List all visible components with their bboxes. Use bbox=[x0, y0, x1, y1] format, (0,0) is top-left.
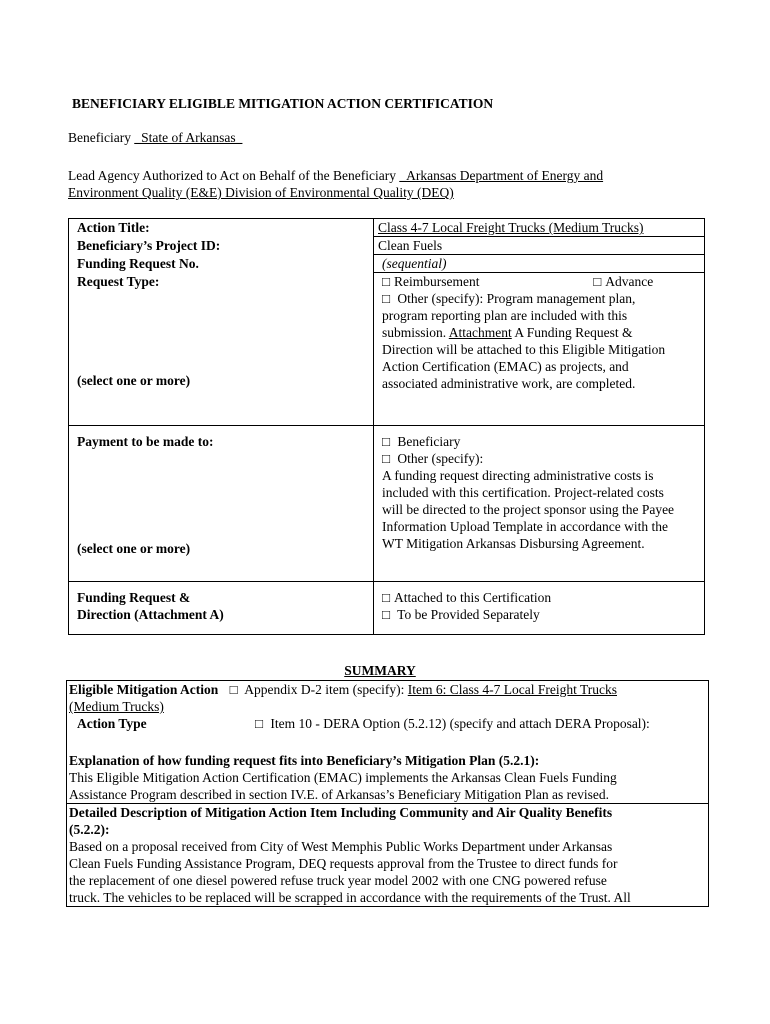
beneficiary-value: _State of Arkansas_ bbox=[134, 130, 243, 145]
certification-table bbox=[68, 218, 705, 635]
checkbox-icon[interactable]: □ bbox=[382, 433, 391, 449]
page-title: BENEFICIARY ELIGIBLE MITIGATION ACTION CERTIFICATION bbox=[72, 96, 494, 111]
checkbox-icon[interactable]: □ bbox=[593, 274, 602, 289]
payment-options-cell: □ Beneficiary □ Other (specify): A funding request directing administrative costs is included with this certification. Project-related costs will be directed to the project sponsor using the Payee Information Upload Template in accordance with the WT Mitigation Arkansas Disbursing Agreement. bbox=[374, 425, 705, 581]
summary-box bbox=[66, 680, 709, 907]
request-type-hint: (select one or more) bbox=[77, 372, 191, 388]
lead-agency-value-1: _Arkansas Department of Energy and bbox=[399, 168, 604, 183]
action-type-option: Item 10 - DERA Option (5.2.12) (specify and attach DERA Proposal): bbox=[270, 716, 650, 731]
request-type-label-cell bbox=[69, 273, 374, 426]
summary-heading: SUMMARY bbox=[344, 663, 416, 678]
checkbox-icon[interactable]: □ bbox=[382, 291, 391, 306]
request-type-options-cell: □ Reimbursement □ Advance □ Other (specify): Program management plan, program reporting plan are included with this submission. Attachment A Funding Request & Direction will be attached to this Eligible Mitigation Action Certification (EMAC) as projects, and associated administrative work, are completed. bbox=[374, 273, 705, 426]
checkbox-icon[interactable]: □ bbox=[382, 274, 391, 289]
action-type-label: Action Type bbox=[77, 716, 147, 731]
detailed-heading: Detailed Description of Mitigation Action Item Including Community and Air Quality Benefits bbox=[69, 805, 613, 820]
payment-beneficiary-option: Beneficiary bbox=[397, 433, 461, 449]
project-id-value: Clean Fuels bbox=[378, 238, 443, 253]
lead-agency-line bbox=[68, 167, 678, 201]
lead-agency-label: Lead Agency Authorized to Act on Behalf of the Beneficiary bbox=[68, 168, 397, 183]
beneficiary-label: Beneficiary bbox=[68, 130, 131, 145]
funding-no-value: (sequential) bbox=[382, 256, 447, 271]
payment-other-option: Other (specify): bbox=[397, 450, 484, 466]
advance-option: Advance bbox=[605, 274, 654, 289]
action-title-value: Class 4-7 Local Freight Trucks (Medium Trucks) bbox=[378, 220, 644, 235]
direction-label-cell: Funding Request & Direction (Attachment A) bbox=[69, 581, 374, 634]
project-id-label-cell: Beneficiary’s Project ID: bbox=[69, 237, 374, 255]
checkbox-icon[interactable]: □ bbox=[229, 682, 238, 697]
separate-option: To be Provided Separately bbox=[397, 606, 540, 622]
project-id-value-cell bbox=[374, 237, 705, 255]
checkbox-icon[interactable]: □ bbox=[382, 606, 391, 622]
payment-label: Payment to be made to: bbox=[77, 433, 214, 449]
funding-no-value-cell bbox=[374, 255, 705, 273]
payment-label-cell bbox=[69, 425, 374, 581]
beneficiary-line bbox=[68, 129, 242, 146]
ema-value: Item 6: Class 4-7 Local Freight Trucks bbox=[407, 682, 617, 697]
request-type-label: Request Type: bbox=[77, 273, 160, 289]
checkbox-icon[interactable]: □ bbox=[382, 589, 391, 605]
direction-options-cell bbox=[374, 581, 705, 634]
lead-agency-value-2: Environment Quality (E&E) Division of Environmental Quality (DEQ) bbox=[68, 185, 454, 200]
payment-hint: (select one or more) bbox=[77, 540, 191, 556]
eligible-action-section: Eligible Mitigation Action □ Appendix D-2 item (specify): Item 6: Class 4-7 Local Freight Trucks (Medium Trucks) Action Type □ Item 10 - DERA Option (5.2.12) (specify and attach DERA Proposal): bbox=[69, 682, 650, 731]
action-title-label-cell: Action Title: bbox=[69, 219, 374, 237]
explanation-section: Explanation of how funding request fits into Beneficiary’s Mitigation Plan (5.2.1): This Eligible Mitigation Action Certification (EMAC) implements the Arkansas Clean Fuels Funding Assistance Program described in section IV.E. of Arkansas’s Beneficiary Mitigation Plan as revised. bbox=[67, 732, 708, 803]
checkbox-icon[interactable]: □ bbox=[255, 716, 264, 731]
action-title-value-cell bbox=[374, 219, 705, 237]
checkbox-icon[interactable]: □ bbox=[382, 450, 391, 466]
funding-no-label-cell: Funding Request No. bbox=[69, 255, 374, 273]
detailed-description-section: Detailed Description of Mitigation Action Item Including Community and Air Quality Benefits (5.2.2): Based on a proposal received from City of West Memphis Public Works Department under Arkansas Clean Fuels Funding Assistance Program, DEQ requests approval from the Trustee to direct funds for the replacement of one diesel powered refuse truck year model 2002 with one CNG powered refuse truck. The vehicles to be replaced will be scrapped in accordance with the requirements of the Trust. All bbox=[67, 803, 708, 906]
attached-option: Attached to this Certification bbox=[394, 589, 552, 605]
reimbursement-option: Reimbursement bbox=[394, 274, 480, 289]
ema-label: Eligible Mitigation Action bbox=[69, 682, 219, 697]
explanation-heading: Explanation of how funding request fits into Beneficiary’s Mitigation Plan (5.2.1): bbox=[69, 753, 540, 768]
